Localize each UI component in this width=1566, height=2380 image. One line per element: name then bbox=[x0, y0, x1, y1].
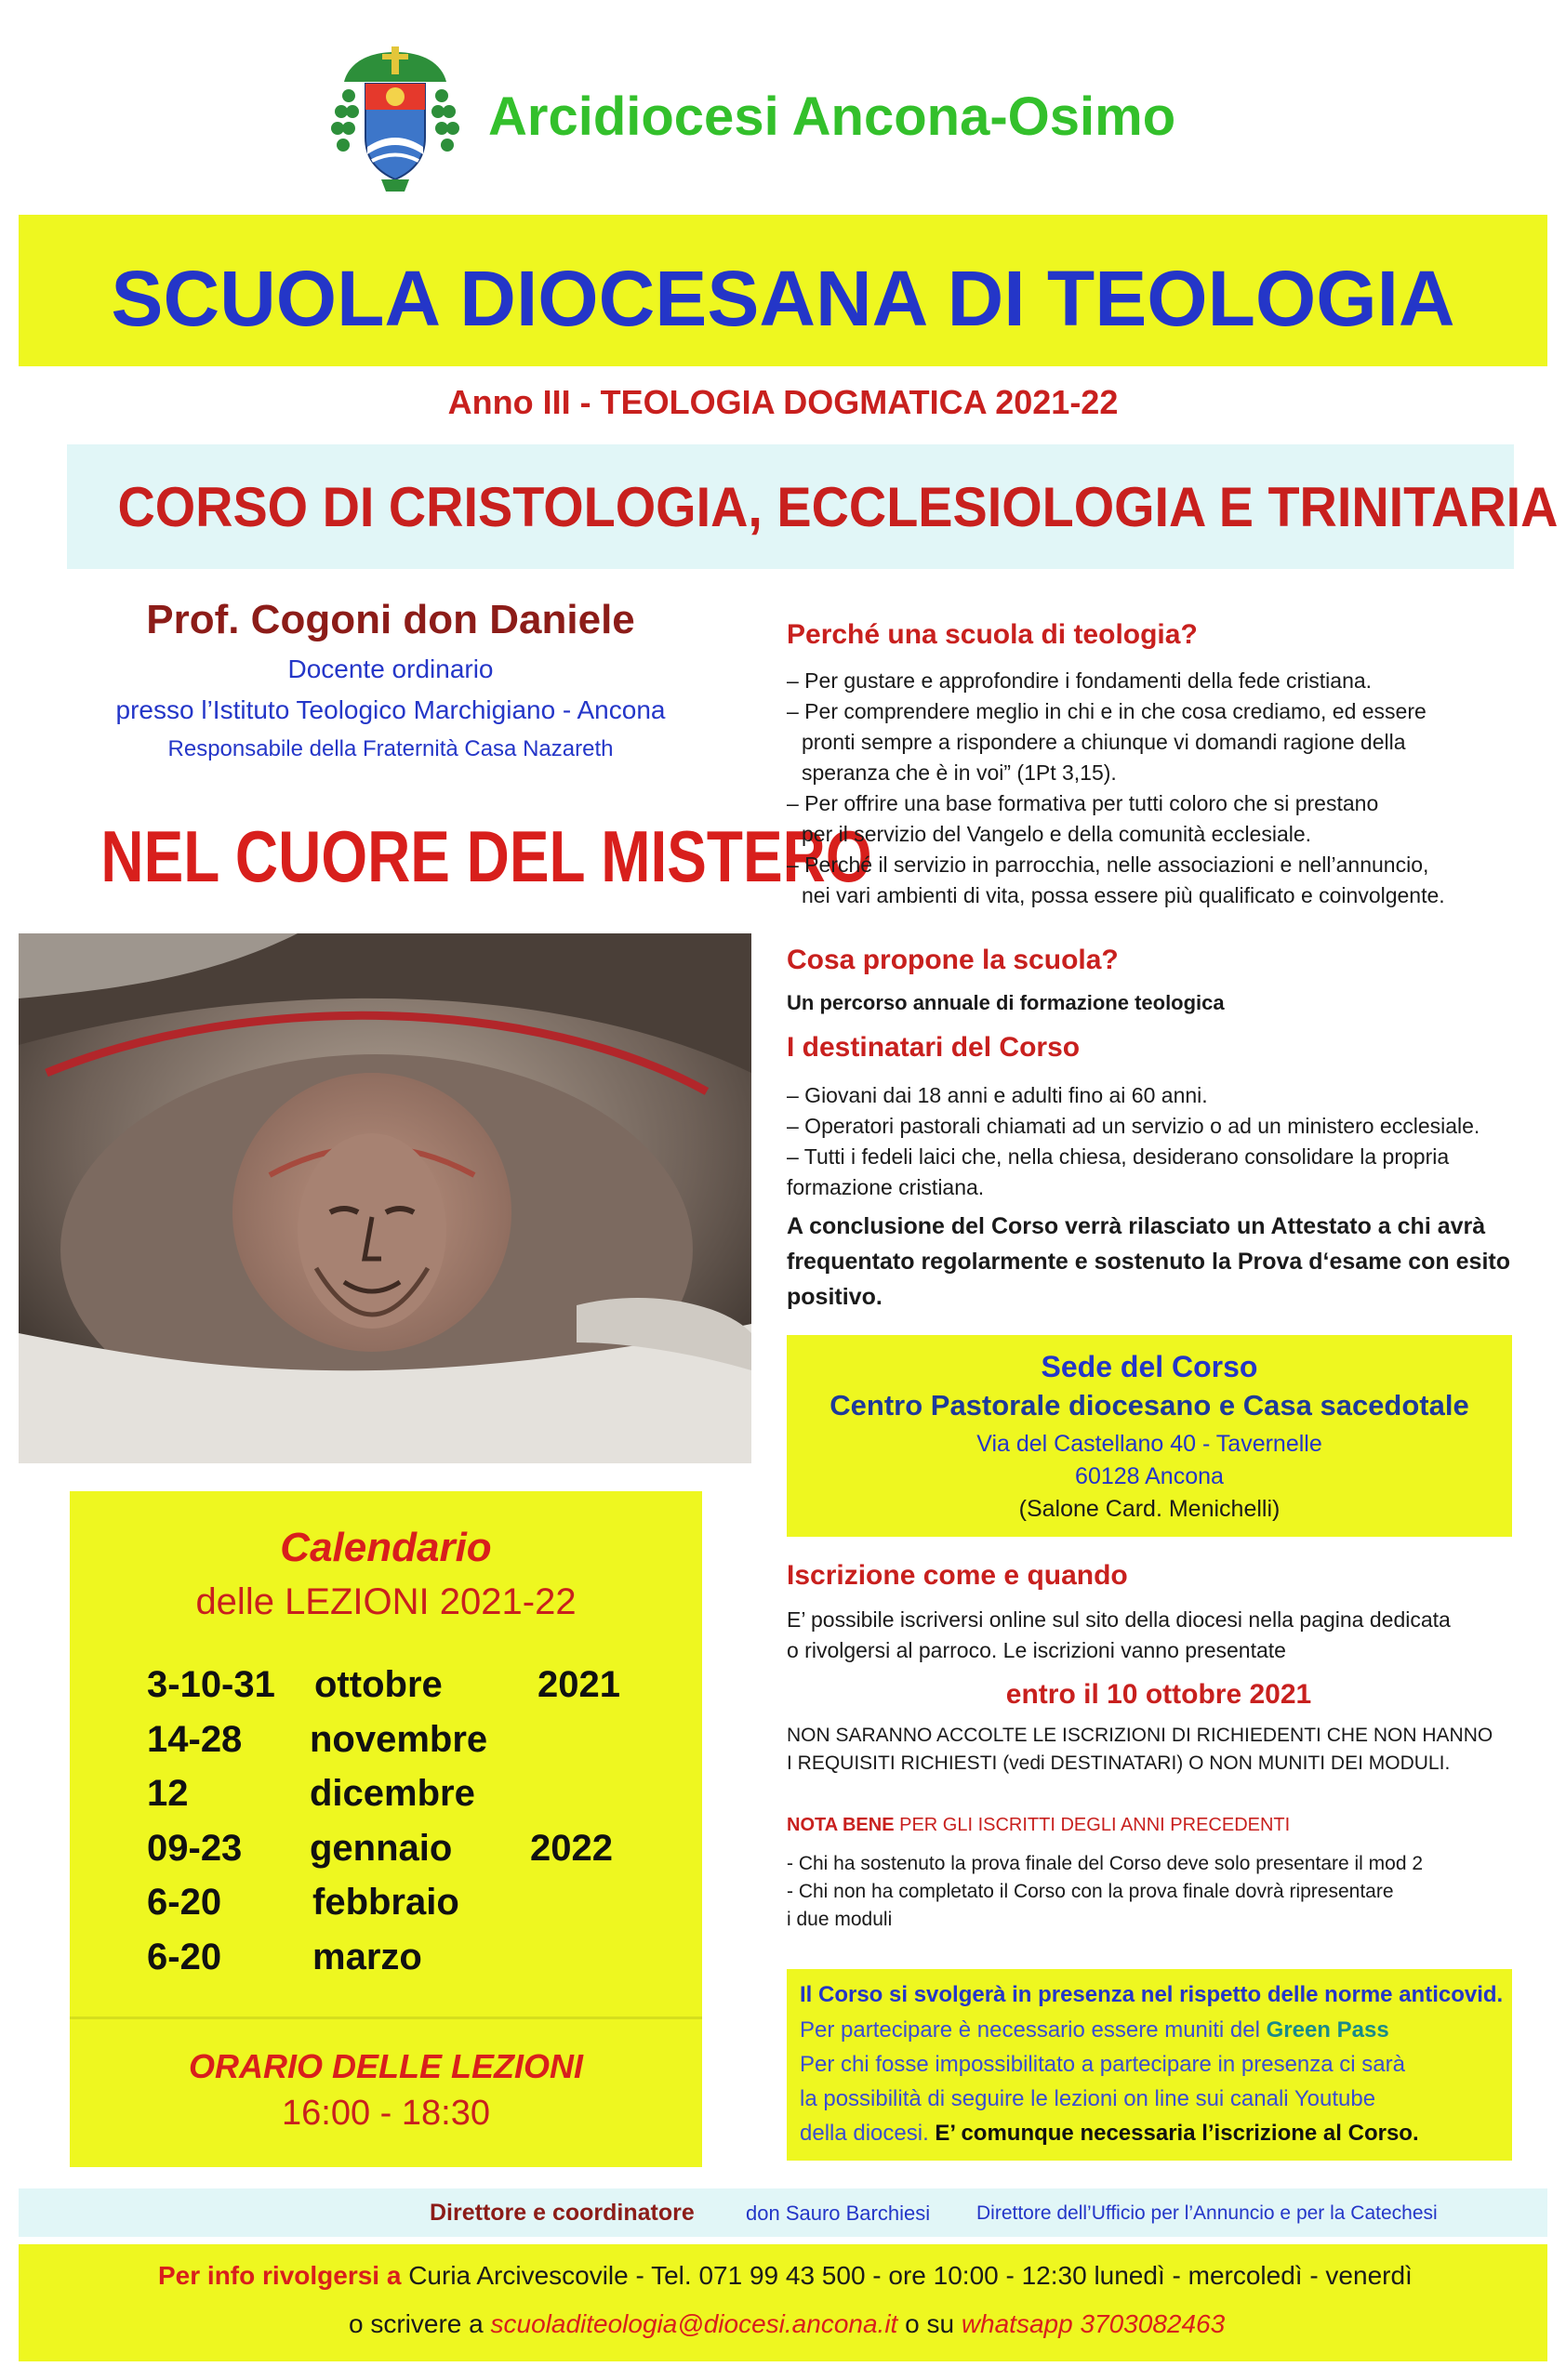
calendar-divider bbox=[70, 2016, 702, 2019]
attestato-text: A conclusione del Corso verrà rilasciato un Attestato a chi avrà frequentato regolarmente e sostenuto la Prova d‘esame con esito positivo. bbox=[787, 1213, 1510, 1310]
venue-name: Centro Pastorale diocesano e Casa sacedotale bbox=[829, 1389, 1469, 1421]
nota-bene-item: - Chi non ha completato il Corso con la prova finale dovrà ripresentare bbox=[787, 1881, 1394, 1902]
destinatari-item: – Operatori pastorali chiamati ad un servizio o ad un ministero ecclesiale. bbox=[787, 1114, 1480, 1138]
contact-whatsapp-link[interactable]: whatsapp 3703082463 bbox=[961, 2309, 1226, 2338]
course-banner bbox=[67, 444, 1559, 569]
covid-line bbox=[800, 2017, 1389, 2043]
why-item: – Per offrire una base formativa per tutti coloro che si prestano bbox=[787, 791, 1379, 815]
contact-text: o scrivere a bbox=[349, 2309, 491, 2338]
calendar-days: 12 bbox=[147, 1773, 189, 1814]
christ-fresco-image bbox=[19, 933, 751, 1463]
nota-bene-item: - Chi ha sostenuto la prova finale del Corso deve solo presentare il mod 2 bbox=[787, 1853, 1424, 1874]
nota-bene-list bbox=[787, 1850, 1531, 1934]
calendar-days: 14-28 bbox=[147, 1719, 243, 1760]
calendar-box bbox=[70, 1491, 702, 2167]
professor-responsibility: Responsabile della Fraternità Casa Nazareth bbox=[167, 736, 614, 761]
contact-info-line bbox=[158, 2261, 1413, 2291]
destinatari-heading: I destinatari del Corso bbox=[787, 1032, 1081, 1063]
registration-warning-line: I REQUISITI RICHIESTI (vedi DESTINATARI) O NON MUNITI DEI MODULI. bbox=[787, 1752, 1451, 1774]
registration-deadline: entro il 10 ottobre 2021 bbox=[1005, 1679, 1312, 1710]
calendar-month: ottobre bbox=[314, 1664, 443, 1705]
propone-text: Un percorso annuale di formazione teologica bbox=[787, 991, 1225, 1014]
calendar-year: 2022 bbox=[530, 1828, 613, 1869]
title-banner bbox=[19, 215, 1547, 366]
diocese-crest-logo bbox=[330, 45, 460, 198]
calendar-month: novembre bbox=[310, 1719, 488, 1760]
covid-text: Per partecipare è necessario essere muniti del bbox=[800, 2017, 1267, 2043]
schedule-time: 16:00 - 18:30 bbox=[282, 2094, 490, 2133]
page-subtitle: Anno III - TEOLOGIA DOGMATICA 2021-22 bbox=[447, 383, 1119, 421]
venue-street: Via del Castellano 40 - Tavernelle bbox=[976, 1431, 1322, 1457]
director-strip bbox=[19, 2188, 1547, 2237]
course-title: CORSO DI CRISTOLOGIA, ECCLESIOLOGIA E TRINITARIA bbox=[117, 476, 1559, 538]
covid-notice-box bbox=[787, 1969, 1512, 2161]
why-item-continuation: per il servizio del Vangelo e della comunità ecclesiale. bbox=[802, 822, 1312, 846]
venue-room: (Salone Card. Menichelli) bbox=[1018, 1496, 1281, 1522]
why-list bbox=[787, 666, 1540, 911]
professor-role: Docente ordinario bbox=[287, 654, 494, 683]
why-heading: Perché una scuola di teologia? bbox=[787, 619, 1198, 650]
contact-footer bbox=[19, 2244, 1547, 2361]
calendar-month: marzo bbox=[312, 1937, 422, 1977]
registration-text bbox=[787, 1605, 1531, 1666]
director-role: Direttore dell’Ufficio per l’Annuncio e per la Catechesi bbox=[976, 2202, 1438, 2224]
registration-warning-line: NON SARANNO ACCOLTE LE ISCRIZIONI DI RICHIEDENTI CHE NON HANNO bbox=[787, 1725, 1493, 1746]
why-item-continuation: nei vari ambienti di vita, possa essere più qualificato e coinvolgente. bbox=[802, 883, 1445, 907]
covid-registration-required: E’ comunque necessaria l’iscrizione al Corso. bbox=[935, 2121, 1419, 2146]
calendar-days: 6-20 bbox=[147, 1937, 222, 1977]
calendar-days: 6-20 bbox=[147, 1882, 222, 1923]
calendar-month: gennaio bbox=[310, 1828, 453, 1869]
contact-info-text: Curia Arcivescovile - Tel. 071 99 43 500 - ore 10:00 - 12:30 lunedì - mercoledì - venerdì bbox=[401, 2261, 1413, 2290]
schedule-title: ORARIO DELLE LEZIONI bbox=[188, 2047, 583, 2085]
destinatari-item-continuation: formazione cristiana. bbox=[787, 1175, 985, 1199]
why-item: – Per comprendere meglio in chi e in che cosa crediamo, ed essere bbox=[787, 699, 1427, 723]
calendar-month: febbraio bbox=[312, 1882, 459, 1923]
nota-bene-bold: NOTA BENE bbox=[787, 1815, 895, 1835]
professor-name: Prof. Cogoni don Daniele bbox=[146, 597, 635, 642]
covid-headline: Il Corso si svolgerà in presenza nel rispetto delle norme anticovid. bbox=[800, 1982, 1504, 2007]
calendar-month: dicembre bbox=[310, 1773, 475, 1814]
contact-text: o su bbox=[897, 2309, 962, 2338]
contact-info-line bbox=[349, 2309, 1225, 2339]
nota-bene-label bbox=[787, 1815, 1290, 1836]
why-item: – Perché il servizio in parrocchia, nelle associazioni e nell’annuncio, bbox=[787, 853, 1429, 877]
covid-text: della diocesi. bbox=[800, 2121, 936, 2146]
contact-email-link[interactable]: scuoladiteologia@diocesi.ancona.it bbox=[490, 2309, 898, 2338]
professor-institute: presso l’Istituto Teologico Marchigiano - Ancona bbox=[115, 695, 666, 724]
calendar-title: Calendario bbox=[280, 1525, 492, 1570]
registration-line: o rivolgersi al parroco. Le iscrizioni vanno presentate bbox=[787, 1638, 1286, 1662]
green-pass-label: Green Pass bbox=[1266, 2017, 1389, 2043]
why-item-continuation: speranza che è in voi” (1Pt 3,15). bbox=[802, 760, 1117, 785]
organization-name: Arcidiocesi Ancona-Osimo bbox=[488, 86, 1176, 147]
covid-line bbox=[800, 2121, 1419, 2147]
registration-line: E’ possibile iscriversi online sul sito della diocesi nella pagina dedicata bbox=[787, 1607, 1451, 1632]
venue-city: 60128 Ancona bbox=[1075, 1463, 1224, 1489]
calendar-days: 09-23 bbox=[147, 1828, 243, 1869]
registration-heading: Iscrizione come e quando bbox=[787, 1560, 1128, 1591]
registration-warning bbox=[787, 1722, 1531, 1778]
director-name: don Sauro Barchiesi bbox=[746, 2202, 931, 2225]
contact-info-label: Per info rivolgersi a bbox=[158, 2261, 402, 2290]
why-item: – Per gustare e approfondire i fondamenti della fede cristiana. bbox=[787, 668, 1373, 693]
venue-title: Sede del Corso bbox=[1041, 1350, 1258, 1383]
destinatari-item: – Tutti i fedeli laici che, nella chiesa, desiderano consolidare la propria bbox=[787, 1144, 1450, 1169]
why-item-continuation: pronti sempre a rispondere a chiunque vi domandi ragione della bbox=[802, 730, 1406, 754]
nota-bene-rest: PER GLI ISCRITTI DEGLI ANNI PRECEDENTI bbox=[894, 1815, 1291, 1835]
propone-heading: Cosa propone la scuola? bbox=[787, 945, 1119, 975]
main-heading: NEL CUORE DEL MISTERO bbox=[100, 815, 872, 897]
director-label: Direttore e coordinatore bbox=[430, 2200, 695, 2226]
destinatari-item: – Giovani dai 18 anni e adulti fino ai 60 anni. bbox=[787, 1083, 1208, 1107]
destinatari-list bbox=[787, 1080, 1540, 1203]
covid-line: Per chi fosse impossibilitato a partecipare in presenza ci sarà bbox=[800, 2052, 1405, 2077]
calendar-subtitle: delle LEZIONI 2021-22 bbox=[195, 1581, 577, 1622]
calendar-days: 3-10-31 bbox=[147, 1664, 275, 1705]
calendar-year: 2021 bbox=[537, 1664, 620, 1705]
nota-bene-item: i due moduli bbox=[787, 1909, 893, 1930]
page-title: SCUOLA DIOCESANA DI TEOLOGIA bbox=[111, 255, 1455, 342]
venue-box bbox=[787, 1335, 1512, 1537]
covid-line: la possibilità di seguire le lezioni on line sui canali Youtube bbox=[800, 2086, 1376, 2111]
